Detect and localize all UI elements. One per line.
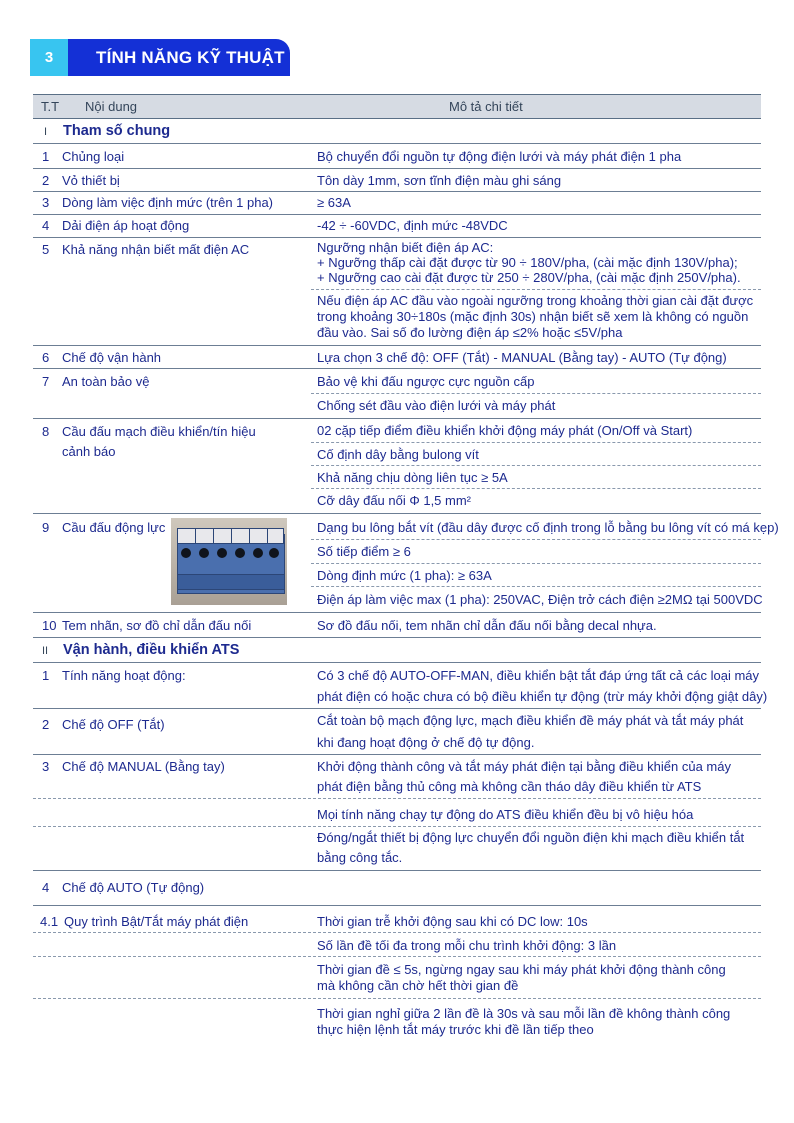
row-label: Chế độ MANUAL (Bằng tay) xyxy=(62,759,225,774)
row-number: 4 xyxy=(42,880,50,895)
row-number: 7 xyxy=(42,374,50,389)
divider xyxy=(33,754,761,755)
dashed-divider xyxy=(311,442,761,443)
row-number: 5 xyxy=(42,242,50,257)
dashed-divider xyxy=(311,539,761,540)
row-detail: Nếu điện áp AC đầu vào ngoài ngưỡng trong khoảng thời gian cài đặt được xyxy=(317,293,754,308)
row-detail: -42 ÷ -60VDC, định mức -48VDC xyxy=(317,218,508,233)
dashed-divider xyxy=(311,465,761,466)
row-detail: Cắt toàn bộ mạch động lực, mạch điều khiển đề máy phát và tắt máy phát xyxy=(317,713,744,728)
group-title: Vận hành, điều khiển ATS xyxy=(63,642,240,658)
row-number: 2 xyxy=(42,717,50,732)
divider xyxy=(33,191,761,192)
row-label: Tính năng hoạt động: xyxy=(62,668,186,683)
row-number: 9 xyxy=(42,520,50,535)
group-title: Tham số chung xyxy=(63,123,171,139)
row-detail: Mọi tính năng chạy tự động do ATS điều khiển đều bị vô hiệu hóa xyxy=(317,807,694,822)
section-banner xyxy=(30,39,290,76)
row-detail: khi đang hoạt động ở chế độ tự động. xyxy=(317,735,535,750)
row-detail: Chống sét đầu vào điện lưới và máy phát xyxy=(317,398,556,413)
row-label: Vỏ thiết bị xyxy=(62,173,120,188)
row-detail: Ngưỡng nhận biết điện áp AC: xyxy=(317,240,494,255)
row-label: Chế độ vận hành xyxy=(62,350,162,365)
row-number: 8 xyxy=(42,424,50,439)
row-label: Chế độ OFF (Tắt) xyxy=(62,717,165,732)
row-detail: Thời gian trễ khởi động sau khi có DC low: 10s xyxy=(317,914,588,929)
section-title: TÍNH NĂNG KỸ THUẬT xyxy=(96,48,285,67)
divider xyxy=(33,143,761,144)
row-detail: Số lần đề tối đa trong mỗi chu trình khởi động: 3 lần xyxy=(317,938,617,953)
terminal-hole xyxy=(217,548,227,558)
divider xyxy=(33,513,761,514)
divider xyxy=(33,905,761,906)
divider xyxy=(33,870,761,871)
dashed-divider xyxy=(311,289,761,290)
dashed-divider xyxy=(33,956,761,957)
row-label-line2: cảnh báo xyxy=(62,444,116,459)
row-label: Dòng làm việc định mức (trên 1 pha) xyxy=(62,195,274,210)
table-header xyxy=(33,94,761,119)
row-detail: Thời gian nghỉ giữa 2 lần đề là 30s và sau mỗi lần đề không thành công xyxy=(317,1006,731,1021)
row-detail: Thời gian đề ≤ 5s, ngừng ngay sau khi máy phát khởi động thành công xyxy=(317,962,726,977)
row-detail: đầu vào. Sai số đo lường điện áp ≤2% hoặc ≤5V/pha xyxy=(317,325,623,340)
divider xyxy=(33,637,761,638)
row-detail: mà không cần chờ hết thời gian đề xyxy=(317,978,519,993)
row-label: Chế độ AUTO (Tự động) xyxy=(62,880,205,895)
terminal-cover xyxy=(267,528,284,544)
row-detail: Khả năng chịu dòng liên tục ≥ 5A xyxy=(317,470,508,485)
row-detail: Khởi động thành công và tắt máy phát điện tại bằng điều khiển của máy xyxy=(317,759,731,774)
row-detail: Có 3 chế độ AUTO-OFF-MAN, điều khiển bật tắt đáp ứng tất cả các loại máy xyxy=(317,668,759,683)
row-detail: Bảo vệ khi đấu ngược cực nguồn cấp xyxy=(317,374,535,389)
row-detail: phát điện bằng thủ công mà không cần tháo dây điều khiển từ ATS xyxy=(317,779,702,794)
row-detail: Điện áp làm việc max (1 pha): 250VAC, Điện trở cách điện ≥2MΩ tại 500VDC xyxy=(317,592,763,607)
terminal-hole xyxy=(269,548,279,558)
row-detail: bằng công tắc. xyxy=(317,850,403,865)
dashed-divider xyxy=(33,998,761,999)
row-detail: Lựa chọn 3 chế độ: OFF (Tắt) - MANUAL (Bằng tay) - AUTO (Tự động) xyxy=(317,350,727,365)
row-detail: 02 cặp tiếp điểm điều khiển khởi động máy phát (On/Off và Start) xyxy=(317,423,693,438)
dashed-divider xyxy=(311,563,761,564)
row-number: 1 xyxy=(42,149,50,164)
row-detail: + Ngưỡng thấp cài đặt được từ 90 ÷ 180V/pha, (cài mặc định 130V/pha); xyxy=(317,255,738,270)
terminal-hole xyxy=(253,548,263,558)
divider xyxy=(33,237,761,238)
row-detail: Cỡ dây đấu nối Φ 1,5 mm² xyxy=(317,493,472,508)
terminal-hole xyxy=(181,548,191,558)
divider xyxy=(33,662,761,663)
row-detail: Tôn dày 1mm, sơn tĩnh điện màu ghi sáng xyxy=(317,173,562,188)
divider xyxy=(33,168,761,169)
divider xyxy=(33,368,761,369)
terminal-base xyxy=(177,574,285,590)
section-number: 3 xyxy=(30,39,68,76)
dashed-divider xyxy=(33,798,761,799)
row-number: 4 xyxy=(42,218,50,233)
row-label: Dải điện áp hoạt động xyxy=(62,218,190,233)
row-detail: Dòng định mức (1 pha): ≥ 63A xyxy=(317,568,492,583)
row-detail: phát điện có hoặc chưa có bộ điều khiển tự động (trừ máy khởi động giật dây) xyxy=(317,689,768,704)
terminal-cover xyxy=(213,528,232,544)
terminal-cover xyxy=(249,528,268,544)
header-tt: T.T xyxy=(41,99,60,114)
row-label: Tem nhãn, sơ đồ chỉ dẫn đấu nối xyxy=(62,618,252,633)
row-label: Cầu đấu động lực xyxy=(62,520,166,535)
terminal-hole xyxy=(235,548,245,558)
row-number: 6 xyxy=(42,350,50,365)
dashed-divider xyxy=(33,932,761,933)
terminal-cover xyxy=(231,528,250,544)
divider xyxy=(33,345,761,346)
divider xyxy=(33,214,761,215)
row-number: 1 xyxy=(42,668,50,683)
terminal-cover xyxy=(195,528,214,544)
power-terminal-block-photo xyxy=(171,518,287,605)
row-number: 4.1 xyxy=(40,914,59,929)
row-detail: Số tiếp điểm ≥ 6 xyxy=(317,544,411,559)
row-number: 10 xyxy=(42,618,57,633)
header-detail: Mô tả chi tiết xyxy=(449,99,523,114)
row-label: Quy trình Bật/Tắt máy phát điện xyxy=(64,914,249,929)
dashed-divider xyxy=(311,586,761,587)
row-detail: + Ngưỡng cao cài đặt được từ 250 ÷ 280V/pha, (cài mặc định 250V/pha). xyxy=(317,270,741,285)
row-label: An toàn bảo vệ xyxy=(62,374,150,389)
group-roman: I xyxy=(44,126,48,138)
header-content: Nội dung xyxy=(85,99,138,114)
dashed-divider xyxy=(33,826,761,827)
row-detail: Đóng/ngắt thiết bị động lực chuyển đổi nguồn điện khi mạch điều khiển tắt xyxy=(317,830,745,845)
dashed-divider xyxy=(311,393,761,394)
row-detail: Dạng bu lông bắt vít (đầu dây được cố định trong lỗ bằng bu lông vít có má kẹp) xyxy=(317,520,779,535)
row-number: 3 xyxy=(42,759,50,774)
divider xyxy=(33,612,761,613)
row-label: Cầu đấu mạch điều khiển/tín hiệu xyxy=(62,424,256,439)
row-label: Chủng loại xyxy=(62,149,125,164)
terminal-cover xyxy=(177,528,196,544)
dashed-divider xyxy=(311,488,761,489)
row-label: Khả năng nhận biết mất điện AC xyxy=(62,242,250,257)
row-detail: trong khoảng 30÷180s (mặc định 30s) nhận biết sẽ xem là không có nguồn xyxy=(317,309,749,324)
row-detail: Bộ chuyển đổi nguồn tự động điện lưới và máy phát điện 1 pha xyxy=(317,149,682,164)
row-detail: Sơ đồ đấu nối, tem nhãn chỉ dẫn đấu nối bằng decal nhựa. xyxy=(317,618,657,633)
row-number: 3 xyxy=(42,195,50,210)
terminal-hole xyxy=(199,548,209,558)
row-number: 2 xyxy=(42,173,50,188)
row-detail: ≥ 63A xyxy=(317,195,351,210)
group-roman: II xyxy=(42,645,49,657)
divider xyxy=(33,708,761,709)
divider xyxy=(33,418,761,419)
row-detail: thực hiện lệnh tắt máy trước khi đề lần tiếp theo xyxy=(317,1022,594,1037)
row-detail: Cố định dây bằng bulong vít xyxy=(317,447,479,462)
